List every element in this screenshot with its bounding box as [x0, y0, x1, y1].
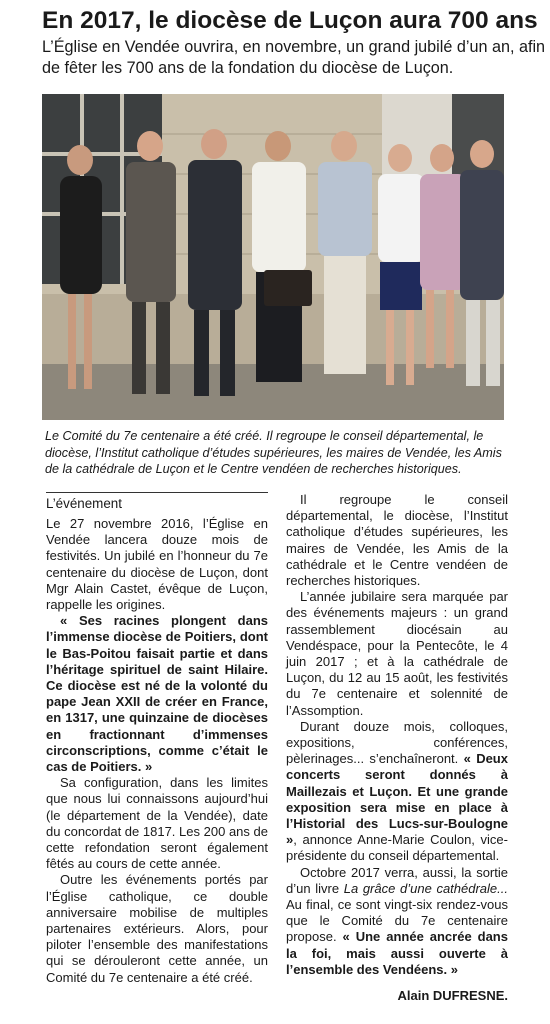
paragraph: Sa configuration, dans les limites que nous lui connaissons aujourd’hui (le département de la Vendée), date du concordat de 1817. Les 200 ans de cette refondation seront également fêtés au cours de cette année.	[46, 775, 268, 872]
author-signature: Alain DUFRESNE.	[397, 988, 508, 1004]
bishop-quote: « Ses racines plongent dans l’immense diocèse de Poitiers, dont le Bas-Poitou faisait partie et dans l’héritage spirituel de saint Hilaire. Ce diocèse est né de la volonté du pape Jean XXII de créer en France, en 1317, une quinzaine de diocèses en fractionnant d’immenses circonscriptions, comme c’était le cas de Poitiers. »	[46, 613, 268, 775]
closing-quote: « Une année ancrée dans la foi, mais aussi ouverte à l’ensemble des Vendéens. »	[286, 929, 508, 977]
paragraph: Le 27 novembre 2016, l’Église en Vendée lancera douze mois de festivités. Un jubilé en l’honneur du 7e centenaire du diocèse de Luçon, dont Mgr Alain Castet, évêque de Luçon, rappelle les origines.	[46, 516, 268, 613]
section-rubric: L’événement	[46, 492, 268, 512]
headline: En 2017, le diocèse de Luçon aura 700 ans	[42, 7, 538, 34]
paragraph-text: , annonce Anne-Marie Coulon, vice-présidente du conseil départemental.	[286, 832, 508, 864]
photo-caption: Le Comité du 7e centenaire a été créé. Il regroupe le conseil départemental, le diocèse, l’Institut catholique d’études supérieures, les maires de Vendée, les Amis de la cathédrale de Luçon et le Centre vendéen de recherches historiques.	[45, 429, 502, 476]
right-column	[286, 492, 508, 1004]
paragraph: Il regroupe le conseil départemental, le diocèse, l’Institut catholique d’études supérieures, les maires de Vendée, les Amis de la cathédrale et le Centre vendéen de recherches historiques.	[286, 492, 508, 589]
book-title: La grâce d’une cathédrale...	[343, 880, 508, 896]
paragraph-text: Durant douze mois, colloques, expositions, conférences, pèlerinages... s’enchaîneront.	[286, 718, 508, 767]
paragraph-text: Au final, ce sont vingt-six rendez-vous que le Comité du 7e centenaire propose.	[286, 897, 508, 945]
paragraph	[286, 719, 508, 865]
group-photo	[42, 94, 504, 420]
concert-quote: « Deux concerts seront donnés à Maillezais et Luçon. Et une grande exposition sera mise en place à l’Historial des Lucs-sur-Boulogne »	[286, 751, 508, 848]
quote-paragraph	[46, 613, 268, 775]
paragraph-text: Octobre 2017 verra, aussi, la sortie d’un livre	[286, 864, 508, 896]
paragraph	[286, 865, 508, 978]
paragraph: L’année jubilaire sera marquée par des événements majeurs : un grand rassemblement diocésain au Vendéspace, pour la Pentecôte, le 4 juin 2017 ; et à la cathédrale de Luçon, du 12 au 15 août, les festivités du 7e centenaire et solennité de l’Assomption.	[286, 589, 508, 718]
left-column	[46, 492, 268, 986]
paragraph: Outre les événements portés par l’Église catholique, ce double anniversaire mobilise de multiples partenaires extérieurs. Alors, pour piloter l’ensemble des manifestations qui se dérouleront cette année, un Comité du 7e centenaire a été créé.	[46, 872, 268, 985]
group-photo-icon	[42, 94, 504, 420]
deck: L’Église en Vendée ouvrira, en novembre, un grand jubilé d’un an, afin de fêter les 700 ans de la fondation du diocèse de Luçon.	[42, 38, 546, 77]
